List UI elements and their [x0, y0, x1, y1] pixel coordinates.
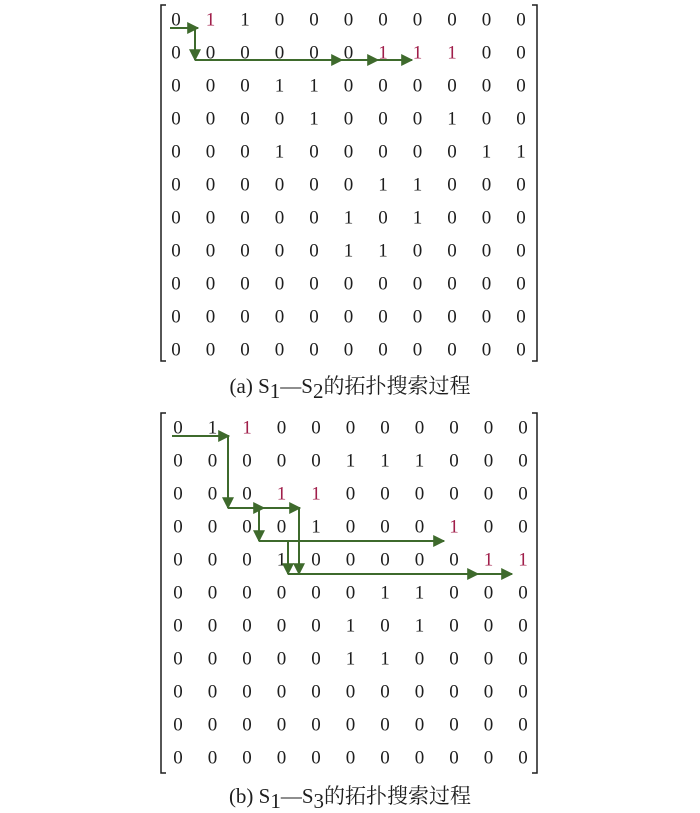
matrix-cell: 0 [516, 339, 526, 361]
matrix-cell: 0 [481, 273, 492, 295]
matrix-cell: 0 [516, 273, 526, 295]
matrix-cell: 0 [171, 339, 181, 361]
matrix-cell: 0 [240, 339, 250, 361]
matrix-cell: 0 [518, 714, 528, 736]
matrix-cell: 0 [205, 273, 216, 295]
matrix-cell: 0 [242, 549, 252, 571]
matrix-cell: 0 [412, 141, 423, 163]
matrix-cell: 0 [311, 417, 321, 439]
matrix-cell: 0 [412, 240, 423, 262]
matrix-cell: 0 [205, 174, 216, 196]
matrix-cell: 0 [343, 174, 354, 196]
matrix-cell: 0 [481, 75, 492, 97]
matrix-cell: 0 [343, 75, 354, 97]
matrix-cell: 0 [378, 9, 388, 31]
matrix-cell: 0 [483, 681, 494, 703]
matrix-cell: 0 [173, 417, 183, 439]
matrix-cell: 1 [447, 108, 457, 130]
matrix-cell: 0 [483, 648, 494, 670]
matrix-cell: 0 [378, 108, 388, 130]
matrix-cell: 1 [380, 582, 390, 604]
matrix-cell: 1 [380, 450, 390, 472]
matrix-cell: 0 [378, 339, 388, 361]
matrix-cell: 0 [518, 648, 528, 670]
matrix-cell: 0 [173, 648, 183, 670]
matrix-cell: 0 [516, 306, 526, 328]
matrix-cell: 0 [274, 273, 285, 295]
panel-a-caption: (a) S1—S2的拓扑搜索过程 [229, 374, 471, 403]
matrix-cell: 0 [311, 747, 321, 769]
matrix-cell: 0 [171, 42, 181, 64]
panel-b-search-path [172, 436, 512, 574]
matrix-cell: 0 [483, 615, 494, 637]
matrix-cell: 1 [414, 582, 425, 604]
matrix-cell: 0 [516, 207, 526, 229]
matrix-cell: 0 [481, 207, 492, 229]
matrix-cell: 0 [309, 141, 319, 163]
matrix-cell: 0 [276, 582, 287, 604]
matrix-cell: 0 [240, 108, 250, 130]
matrix-cell: 0 [414, 648, 425, 670]
matrix-cell: 1 [481, 141, 492, 163]
matrix-cell: 0 [309, 306, 319, 328]
matrix-cell: 0 [276, 450, 287, 472]
matrix-cell: 1 [380, 648, 390, 670]
matrix-cell: 0 [274, 306, 285, 328]
matrix-cell: 0 [240, 174, 250, 196]
matrix-cell: 0 [447, 240, 457, 262]
matrix-cell-highlighted: 1 [276, 483, 287, 505]
matrix-cell: 0 [483, 747, 494, 769]
matrix-cell: 0 [380, 747, 390, 769]
matrix-cell: 0 [343, 9, 354, 31]
matrix-cell: 1 [412, 174, 423, 196]
matrix-cell: 0 [345, 483, 356, 505]
matrix-cell: 0 [207, 648, 218, 670]
matrix-cell: 1 [343, 240, 354, 262]
matrix-cell: 0 [343, 306, 354, 328]
matrix-cell: 0 [207, 582, 218, 604]
matrix-cell: 0 [447, 207, 457, 229]
matrix-cell: 0 [516, 75, 526, 97]
matrix-cell: 0 [449, 417, 459, 439]
matrix-cell: 0 [518, 516, 528, 538]
panel-a [161, 5, 537, 403]
matrix-cell: 0 [242, 582, 252, 604]
matrix-cell: 0 [205, 108, 216, 130]
matrix-cell: 0 [173, 747, 183, 769]
matrix-cell: 0 [173, 681, 183, 703]
matrix-cell: 0 [483, 714, 494, 736]
matrix-cell: 0 [240, 306, 250, 328]
matrix-cell: 0 [240, 240, 250, 262]
matrix-cell: 1 [414, 450, 425, 472]
matrix-cell: 0 [311, 450, 321, 472]
matrix-cell: 0 [207, 549, 218, 571]
matrix-cell: 1 [311, 516, 321, 538]
matrix-cell: 0 [518, 615, 528, 637]
matrix-cell-highlighted: 1 [518, 549, 528, 571]
matrix-cell: 0 [207, 450, 218, 472]
matrix-cell: 0 [412, 75, 423, 97]
matrix-cell: 0 [449, 648, 459, 670]
matrix-cell: 0 [414, 714, 425, 736]
matrix-cell: 0 [242, 648, 252, 670]
matrix-cell: 0 [449, 483, 459, 505]
matrix-cell: 1 [516, 141, 526, 163]
matrix-cell: 0 [274, 240, 285, 262]
matrix-cell: 0 [274, 174, 285, 196]
matrix-cell: 0 [378, 273, 388, 295]
matrix-cell: 0 [173, 615, 183, 637]
matrix-cell: 0 [412, 273, 423, 295]
matrix-cell: 0 [205, 339, 216, 361]
matrix-cell: 0 [414, 516, 425, 538]
matrix-cell: 0 [481, 42, 492, 64]
matrix-cell: 0 [274, 207, 285, 229]
matrix-cell: 0 [274, 339, 285, 361]
matrix-cell: 0 [173, 582, 183, 604]
matrix-cell: 0 [171, 9, 181, 31]
panel-b-right-bracket [532, 413, 537, 773]
matrix-cell: 0 [414, 747, 425, 769]
matrix-cell: 0 [311, 582, 321, 604]
matrix-cell: 0 [481, 339, 492, 361]
matrix-cell: 0 [311, 681, 321, 703]
matrix-cell: 0 [481, 306, 492, 328]
matrix-cell-highlighted: 1 [378, 42, 388, 64]
matrix-cell: 0 [311, 714, 321, 736]
matrix-cell: 0 [242, 714, 252, 736]
matrix-cell: 0 [483, 483, 494, 505]
matrix-cell: 1 [412, 207, 423, 229]
matrix-cell: 0 [414, 549, 425, 571]
matrix-cell: 0 [518, 417, 528, 439]
matrix-cell: 0 [380, 483, 390, 505]
panel-a-matrix [171, 10, 526, 361]
matrix-cell: 0 [242, 483, 252, 505]
matrix-cell: 0 [276, 615, 287, 637]
matrix-cell: 0 [309, 240, 319, 262]
matrix-cell: 0 [412, 306, 423, 328]
matrix-cell: 0 [205, 207, 216, 229]
matrix-cell: 0 [240, 141, 250, 163]
matrix-cell: 0 [483, 582, 494, 604]
matrix-cell: 0 [343, 108, 354, 130]
matrix-cell: 0 [380, 549, 390, 571]
matrix-cell: 0 [449, 714, 459, 736]
matrix-cell: 0 [309, 207, 319, 229]
matrix-cell: 0 [516, 108, 526, 130]
panel-b-left-bracket [161, 413, 166, 773]
matrix-cell: 0 [449, 615, 459, 637]
matrix-cell: 0 [240, 207, 250, 229]
matrix-cell: 1 [414, 615, 425, 637]
matrix-cell: 0 [240, 42, 250, 64]
matrix-cell: 0 [205, 75, 216, 97]
matrix-cell: 0 [205, 141, 216, 163]
matrix-cell: 0 [518, 582, 528, 604]
matrix-cell: 0 [205, 240, 216, 262]
matrix-cell: 0 [311, 615, 321, 637]
matrix-cell: 0 [449, 582, 459, 604]
matrix-cell: 0 [309, 273, 319, 295]
matrix-cell: 0 [449, 549, 459, 571]
matrix-cell: 0 [516, 9, 526, 31]
panel-b [161, 413, 537, 813]
matrix-cell: 0 [171, 108, 181, 130]
matrix-cell: 0 [345, 747, 356, 769]
panel-b-caption: (b) S1—S3的拓扑搜索过程 [228, 784, 472, 813]
matrix-cell: 0 [309, 174, 319, 196]
matrix-cell: 0 [412, 108, 423, 130]
matrix-cell: 0 [412, 9, 423, 31]
matrix-cell: 0 [276, 714, 287, 736]
matrix-cell: 0 [171, 306, 181, 328]
matrix-cell: 0 [345, 681, 356, 703]
matrix-cell: 0 [449, 747, 459, 769]
matrix-cell: 0 [205, 42, 216, 64]
matrix-cell: 1 [240, 9, 250, 31]
matrix-cell-highlighted: 1 [311, 483, 321, 505]
matrix-cell: 0 [447, 339, 457, 361]
matrix-cell: 0 [412, 339, 423, 361]
matrix-cell: 0 [380, 516, 390, 538]
matrix-cell: 0 [481, 108, 492, 130]
matrix-cell: 0 [447, 306, 457, 328]
matrix-cell: 0 [483, 516, 494, 538]
matrix-cell: 0 [380, 417, 390, 439]
matrix-cell: 0 [447, 273, 457, 295]
matrix-cell: 0 [343, 273, 354, 295]
matrix-cell: 0 [311, 549, 321, 571]
matrix-cell: 0 [483, 450, 494, 472]
matrix-cell: 0 [516, 174, 526, 196]
matrix-cell: 0 [518, 681, 528, 703]
matrix-cell: 1 [274, 75, 285, 97]
matrix-cell: 0 [378, 306, 388, 328]
matrix-cell: 0 [345, 582, 356, 604]
matrix-cell: 0 [276, 516, 287, 538]
matrix-cell: 0 [242, 681, 252, 703]
matrix-cell: 0 [447, 9, 457, 31]
matrix-cell: 0 [207, 681, 218, 703]
matrix-cell: 0 [207, 747, 218, 769]
matrix-cell: 0 [378, 207, 388, 229]
matrix-cell: 0 [173, 483, 183, 505]
matrix-cell-highlighted: 1 [205, 9, 216, 31]
matrix-cell: 0 [343, 141, 354, 163]
matrix-cell: 0 [171, 273, 181, 295]
matrix-cell: 0 [171, 207, 181, 229]
matrix-cell: 0 [240, 75, 250, 97]
matrix-cell: 1 [378, 240, 388, 262]
panel-a-right-bracket [532, 5, 537, 361]
matrix-cell: 0 [276, 747, 287, 769]
matrix-cell: 0 [380, 615, 390, 637]
matrix-cell: 0 [380, 714, 390, 736]
matrix-cell: 0 [343, 339, 354, 361]
matrix-cell: 0 [378, 141, 388, 163]
matrix-cell: 0 [205, 306, 216, 328]
matrix-cell: 0 [171, 75, 181, 97]
matrix-cell: 0 [518, 483, 528, 505]
matrix-cell: 0 [380, 681, 390, 703]
matrix-cell-highlighted: 1 [412, 42, 423, 64]
matrix-cell: 0 [171, 174, 181, 196]
matrix-cell-highlighted: 1 [242, 417, 252, 439]
matrix-cell: 0 [274, 42, 285, 64]
matrix-cell: 0 [414, 483, 425, 505]
matrix-cell: 0 [447, 174, 457, 196]
matrix-cell: 1 [276, 549, 287, 571]
matrix-cell: 0 [173, 549, 183, 571]
matrix-cell: 1 [274, 141, 285, 163]
matrix-cell: 1 [309, 75, 319, 97]
matrix-cell: 0 [345, 714, 356, 736]
matrix-cell: 0 [242, 516, 252, 538]
matrix-cell: 0 [173, 450, 183, 472]
matrix-cell: 0 [378, 75, 388, 97]
matrix-cell: 0 [345, 417, 356, 439]
matrix-cell: 0 [518, 747, 528, 769]
matrix-cell: 0 [311, 648, 321, 670]
matrix-cell: 0 [309, 339, 319, 361]
matrix-cell: 0 [483, 417, 494, 439]
matrix-cell: 0 [449, 450, 459, 472]
matrix-cell: 0 [276, 417, 287, 439]
matrix-cell: 0 [414, 681, 425, 703]
matrix-cell-highlighted: 1 [483, 549, 494, 571]
matrix-cell: 1 [345, 450, 356, 472]
matrix-cell: 0 [274, 108, 285, 130]
panel-b-matrix [173, 418, 528, 769]
matrix-cell: 0 [207, 516, 218, 538]
matrix-cell: 0 [449, 681, 459, 703]
matrix-cell: 1 [345, 615, 356, 637]
matrix-cell: 0 [345, 549, 356, 571]
matrix-cell: 1 [343, 207, 354, 229]
matrix-cell: 0 [171, 240, 181, 262]
matrix-cell: 0 [414, 417, 425, 439]
matrix-cell: 0 [173, 714, 183, 736]
matrix-cell: 0 [309, 42, 319, 64]
matrix-cell: 0 [447, 141, 457, 163]
matrix-cell: 0 [481, 174, 492, 196]
matrix-cell: 0 [343, 42, 354, 64]
matrix-cell: 0 [171, 141, 181, 163]
matrix-cell-highlighted: 1 [449, 516, 459, 538]
matrix-cell: 0 [516, 42, 526, 64]
matrix-cell: 0 [481, 9, 492, 31]
matrix-cell: 0 [345, 516, 356, 538]
matrix-cell: 0 [309, 9, 319, 31]
matrix-cell: 0 [447, 75, 457, 97]
matrix-cell: 1 [378, 174, 388, 196]
matrix-cell: 0 [274, 9, 285, 31]
matrix-cell: 0 [240, 273, 250, 295]
matrix-cell: 0 [518, 450, 528, 472]
matrix-cell: 0 [481, 240, 492, 262]
matrix-cell: 0 [207, 483, 218, 505]
matrix-cell: 1 [345, 648, 356, 670]
matrix-cell: 0 [516, 240, 526, 262]
matrix-cell: 1 [207, 417, 218, 439]
matrix-cell: 0 [207, 615, 218, 637]
matrix-cell: 0 [276, 681, 287, 703]
matrix-cell-highlighted: 1 [447, 42, 457, 64]
matrix-cell: 0 [242, 615, 252, 637]
matrix-cell: 0 [242, 747, 252, 769]
panel-a-left-bracket [161, 5, 166, 361]
matrix-cell: 1 [309, 108, 319, 130]
matrix-cell: 0 [207, 714, 218, 736]
matrix-cell: 0 [242, 450, 252, 472]
matrix-cell: 0 [173, 516, 183, 538]
matrix-cell: 0 [276, 648, 287, 670]
